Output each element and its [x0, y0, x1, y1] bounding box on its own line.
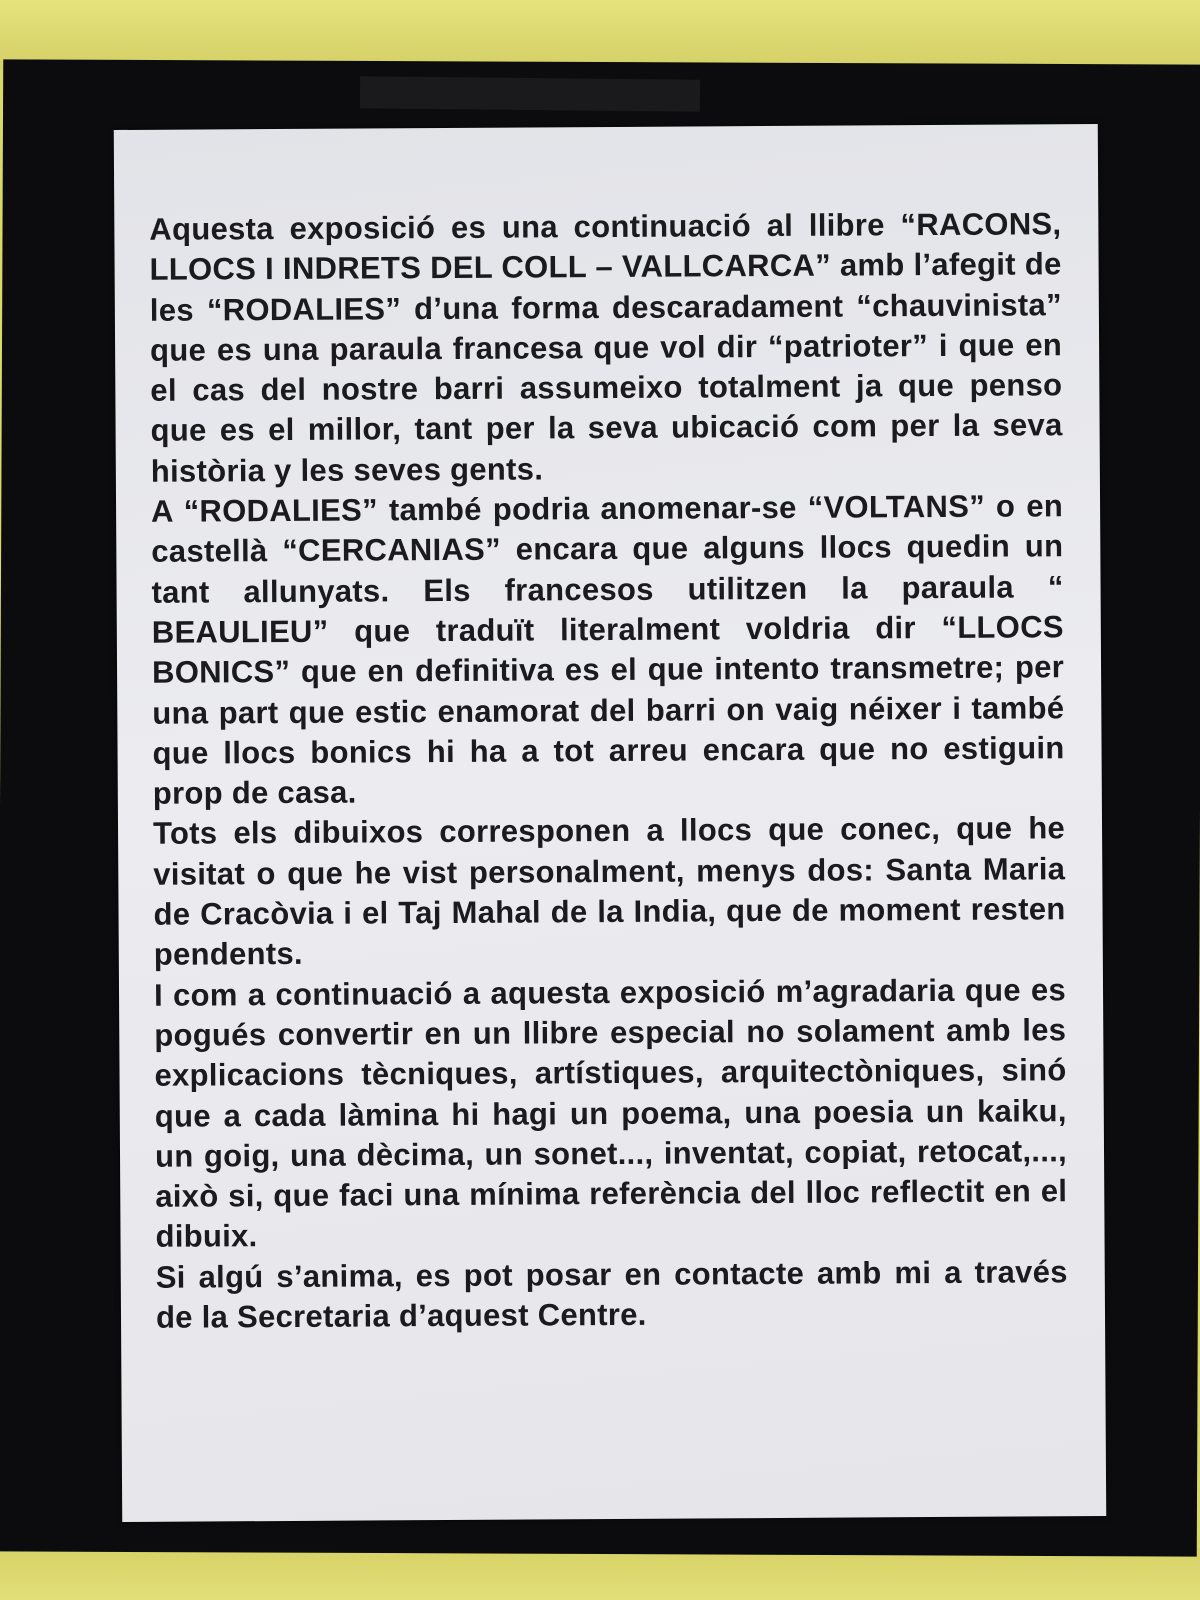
paragraph-intro: Aquesta exposició es una continuació al llibre “RACONS, LLOCS I INDRETS DEL COLL – VALLCARCA” amb l’afegit de les “RODALIES” d’una forma descaradament “chauvinista” que es una paraula francesa que vol dir “patrioter” i que en el cas del nostre barri assumeixo totalment ja que penso que es el millor, tant per la seva ubicació com per la seva història y les seves gents. [149, 206, 1063, 489]
paragraph-drawings: Tots els dibuixos corresponen a llocs que conec, que he visitat o que he vist personalment, menys dos: Santa Maria de Cracòvia i el Taj Mahal de la India, que de moment resten pendents. [152, 810, 1066, 973]
paragraph-contact: Si algú s’anima, es pot posar en contacte amb mi a través de la Secretaria d’aquest Centre. [155, 1253, 1068, 1335]
adhesive-tape [360, 76, 700, 112]
paragraph-book-proposal: I com a continuació a aquesta exposició m’agradaria que es pogués convertir en un llibre especial no solament amb les explicacions tècniques, artístiques, arquitectòniques, sinó que a cada làmina hi hagi un poema, una poesia un kaiku, un goig, una dècima, un sonet..., inventat, copiat, retocat,..., això si, que faci una mínima referència del lloc reflectit en el dibuix. [153, 971, 1068, 1255]
notice-text [149, 204, 1068, 1338]
paragraph-rodalies: A “RODALIES” també podria anomenar-se “VOLTANS” o en castellà “CERCANIAS” encara que alguns llocs quedin un tant allunyats. Els francesos utilitzen la paraula “ BEAULIEU” que traduït literalment voldria dir “LLOCS BONICS” que en definitiva es el que intento transmetre; per una part que estic enamorat del barri on vaig néixer i també que llocs bonics hi ha a tot arreu encara que no estiguin prop de casa. [150, 488, 1065, 811]
printed-notice-sheet [114, 124, 1106, 1522]
